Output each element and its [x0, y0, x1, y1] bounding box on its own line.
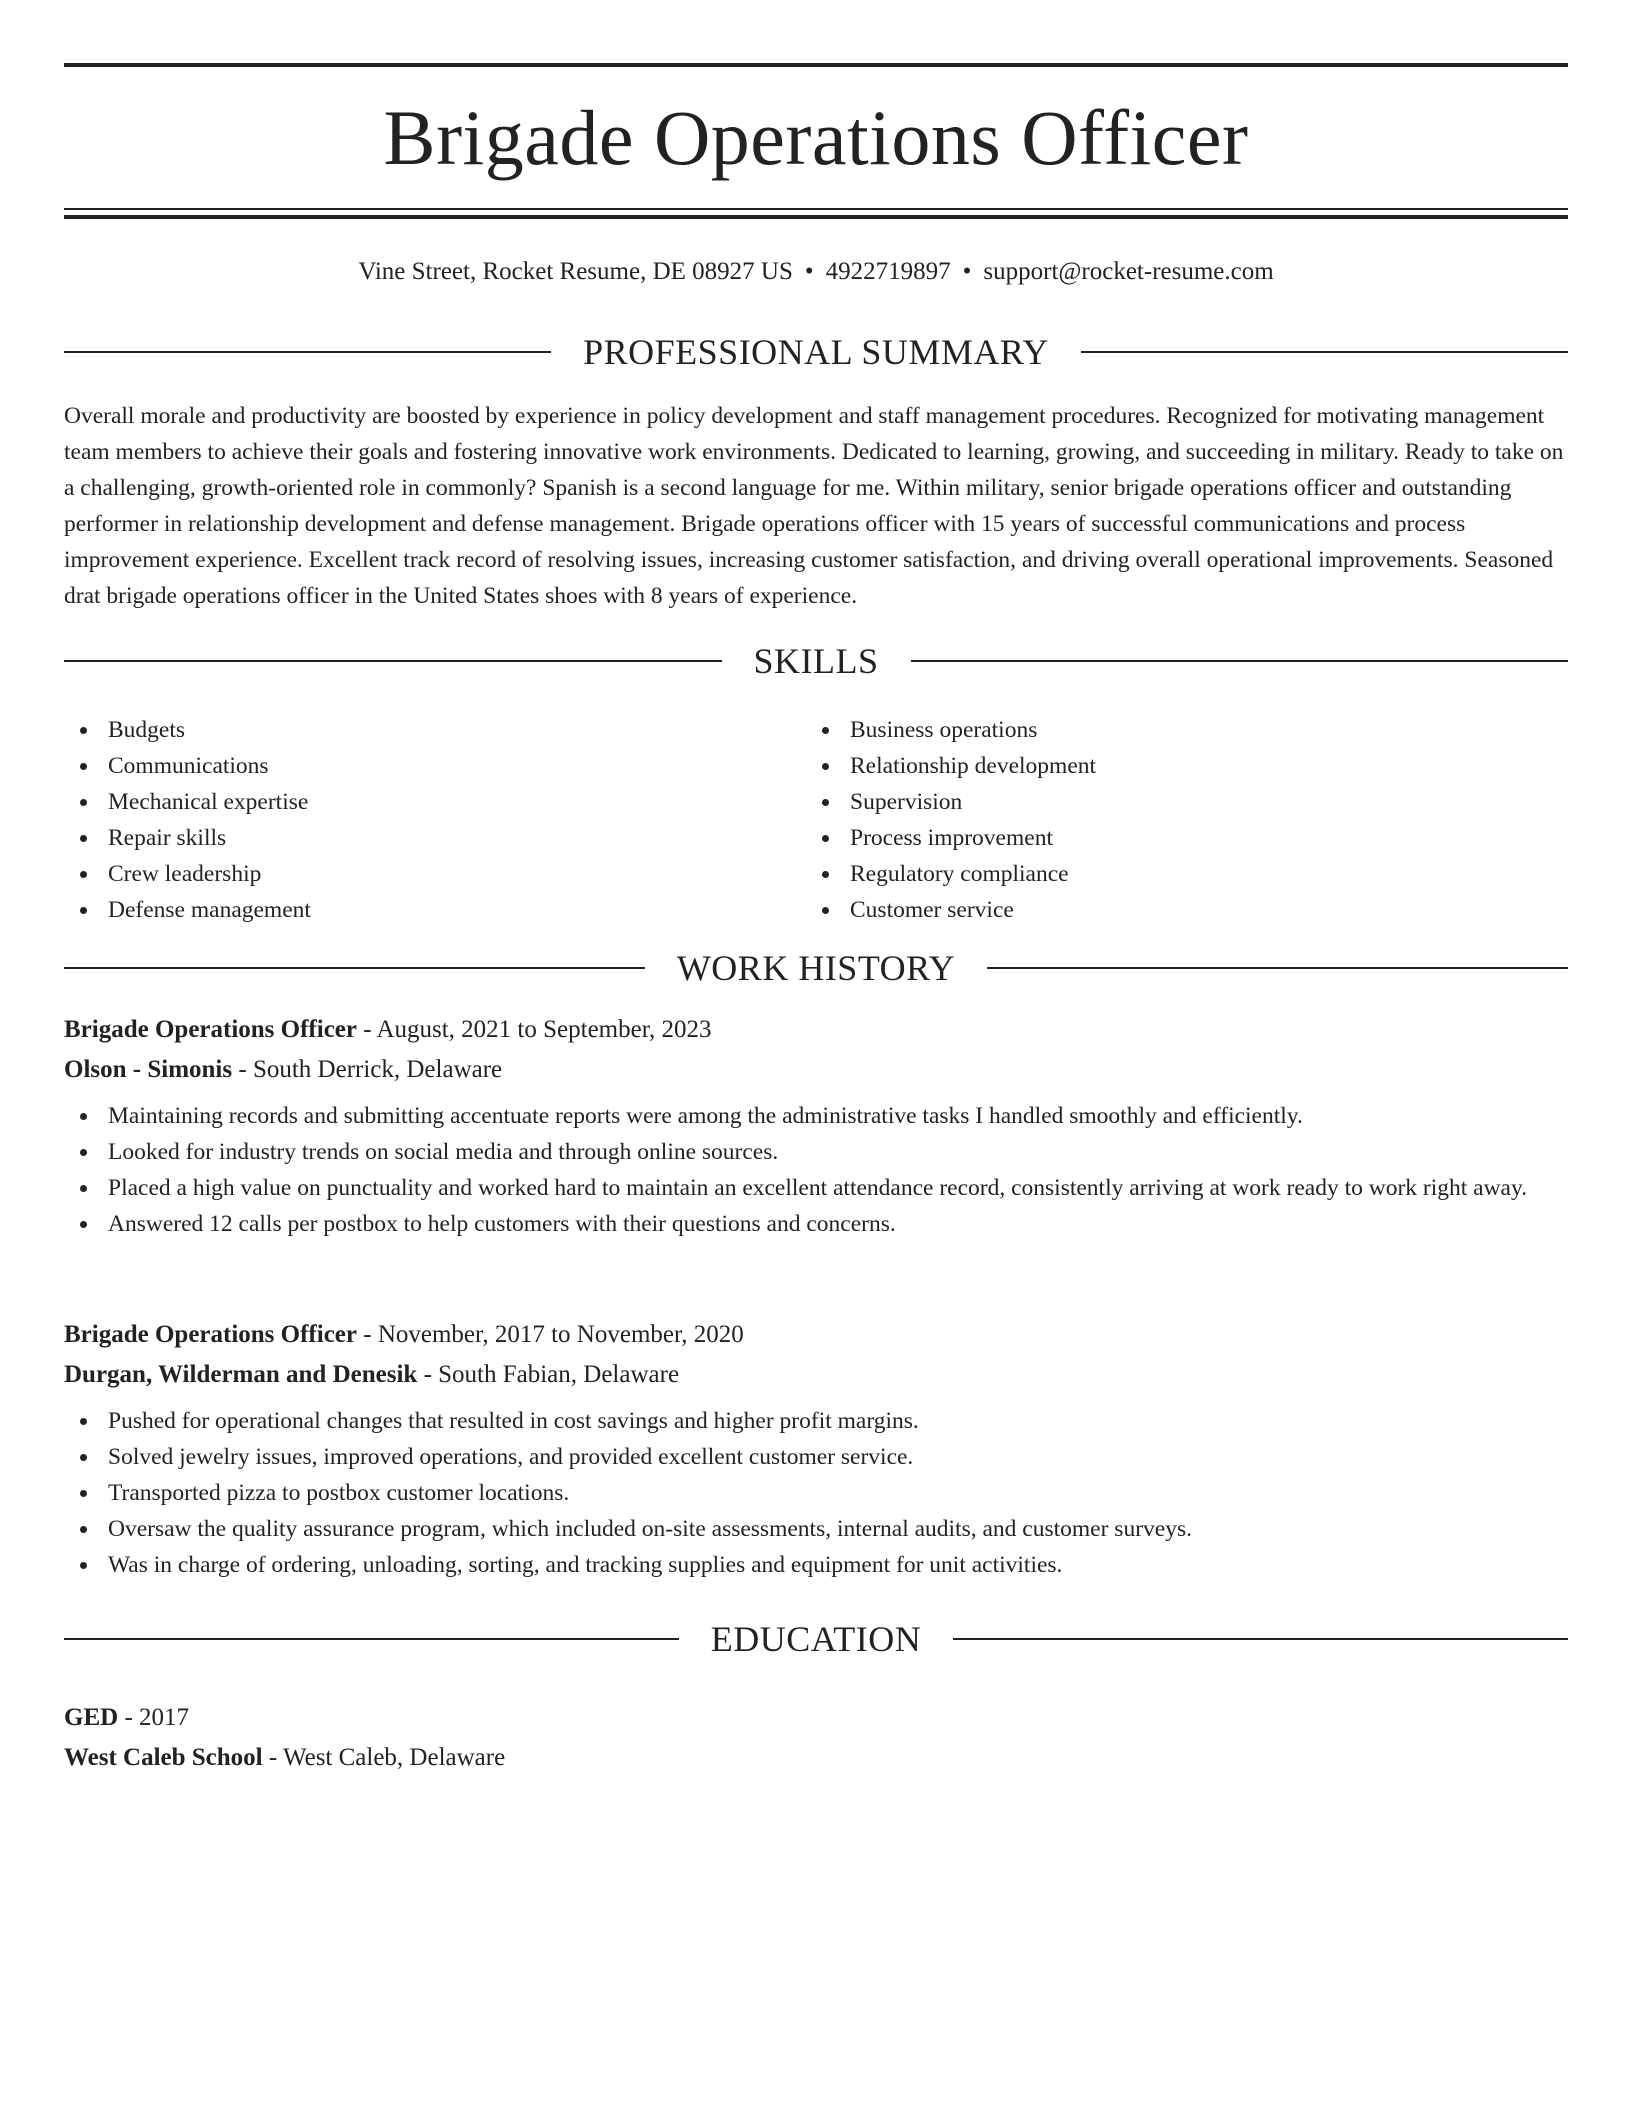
heading-rule-left — [64, 351, 551, 353]
education-school: West Caleb School — [64, 1744, 263, 1771]
job-bullet: Looked for industry trends on social media and through online sources. — [64, 1134, 1568, 1170]
education-degree-line: GED - 2017 — [64, 1704, 190, 1731]
contact-separator: • — [804, 258, 814, 285]
education-year: 2017 — [139, 1704, 190, 1731]
education-location: West Caleb, Delaware — [283, 1744, 506, 1771]
job-bullet: Maintaining records and submitting accentuate reports were among the administrative tasks I handled smoothly and efficiently. — [64, 1098, 1568, 1134]
heading-rule-left — [64, 660, 722, 662]
title-double-rule-upper — [64, 208, 1568, 210]
section-heading-skills — [64, 639, 1568, 683]
section-title: SKILLS — [753, 641, 879, 681]
job-bullet: Was in charge of ordering, unloading, sorting, and tracking supplies and equipment for unit activities. — [64, 1547, 1568, 1583]
job-entry — [64, 1010, 1568, 1242]
job-bullet: Oversaw the quality assurance program, which included on-site assessments, internal audits, and customer surveys. — [64, 1511, 1568, 1547]
skills-list — [64, 712, 1568, 928]
resume-title: Brigade Operations Officer — [383, 94, 1249, 181]
job-bullet: Solved jewelry issues, improved operations, and provided excellent customer service. — [64, 1439, 1568, 1475]
skill-item: Business operations — [806, 712, 1548, 748]
contact-line — [64, 254, 1568, 290]
section-heading-work-history — [64, 946, 1568, 990]
skill-item: Supervision — [806, 784, 1548, 820]
section-heading-summary — [64, 330, 1568, 374]
job-company-line: Durgan, Wilderman and Denesik - South Fabian, Delaware — [64, 1361, 680, 1388]
job-company: Olson - Simonis — [64, 1056, 233, 1083]
section-title: EDUCATION — [710, 1619, 922, 1659]
skills-column-right — [806, 712, 1548, 928]
education-entry — [64, 1698, 1568, 1778]
education-school-line: West Caleb School - West Caleb, Delaware — [64, 1744, 506, 1771]
job-location: South Fabian, Delaware — [438, 1361, 680, 1388]
job-bullets — [64, 1403, 1568, 1583]
job-dates: August, 2021 to September, 2023 — [376, 1016, 712, 1043]
job-title-line: Brigade Operations Officer - August, 2021 to September, 2023 — [64, 1016, 712, 1043]
job-bullets — [64, 1098, 1568, 1242]
heading-rule-left — [64, 1638, 679, 1640]
skill-item: Customer service — [806, 892, 1548, 928]
heading-rule-right — [911, 660, 1569, 662]
contact-separator: • — [962, 258, 972, 285]
skill-item: Repair skills — [64, 820, 806, 856]
job-company: Durgan, Wilderman and Denesik — [64, 1361, 418, 1388]
skill-item: Crew leadership — [64, 856, 806, 892]
job-bullet: Answered 12 calls per postbox to help customers with their questions and concerns. — [64, 1206, 1568, 1242]
job-entry — [64, 1315, 1568, 1583]
job-title-line: Brigade Operations Officer - November, 2017 to November, 2020 — [64, 1321, 744, 1348]
summary-text: Overall morale and productivity are boosted by experience in policy development and staff management procedures. Recognized for motivating management team members to achieve their goals and fostering innovative work environments. Dedicated to learning, growing, and succeeding in military. Ready to take on a challenging, growth-oriented role in commonly? Spanish is a second language for me. Within military, senior brigade operations officer and outstanding performer in relationship development and defense management. Brigade operations officer with 15 years of successful communications and process improvement experience. Excellent track record of resolving issues, increasing customer satisfaction, and driving overall operational improvements. Seasoned drat brigade operations officer in the United States shoes with 8 years of experience. — [64, 403, 1564, 609]
job-bullet: Placed a high value on punctuality and worked hard to maintain an excellent attendance record, consistently arriving at work ready to work right away. — [64, 1170, 1568, 1206]
job-bullet: Transported pizza to postbox customer locations. — [64, 1475, 1568, 1511]
skills-column-left — [64, 712, 806, 928]
job-title: Brigade Operations Officer — [64, 1016, 357, 1043]
heading-rule-right — [987, 967, 1568, 969]
contact-email[interactable]: support@rocket-resume.com — [983, 258, 1274, 285]
skill-item: Process improvement — [806, 820, 1548, 856]
skill-item: Relationship development — [806, 748, 1548, 784]
contact-phone: 4922719897 — [825, 258, 951, 285]
section-title: PROFESSIONAL SUMMARY — [583, 332, 1049, 372]
section-title: WORK HISTORY — [676, 948, 956, 988]
job-location: South Derrick, Delaware — [252, 1056, 503, 1083]
skill-item: Regulatory compliance — [806, 856, 1548, 892]
top-rule — [64, 63, 1568, 67]
skill-item: Communications — [64, 748, 806, 784]
heading-rule-right — [1081, 351, 1568, 353]
heading-rule-right — [953, 1638, 1568, 1640]
job-dates: November, 2017 to November, 2020 — [377, 1321, 744, 1348]
section-heading-education — [64, 1617, 1568, 1661]
job-bullet: Pushed for operational changes that resulted in cost savings and higher profit margins. — [64, 1403, 1568, 1439]
job-title: Brigade Operations Officer — [64, 1321, 357, 1348]
contact-address: Vine Street, Rocket Resume, DE 08927 US — [358, 258, 793, 285]
job-company-line: Olson - Simonis - South Derrick, Delaware — [64, 1056, 503, 1083]
skill-item: Budgets — [64, 712, 806, 748]
skill-item: Defense management — [64, 892, 806, 928]
education-degree: GED — [64, 1704, 119, 1731]
skill-item: Mechanical expertise — [64, 784, 806, 820]
title-double-rule-lower — [64, 215, 1568, 219]
heading-rule-left — [64, 967, 645, 969]
